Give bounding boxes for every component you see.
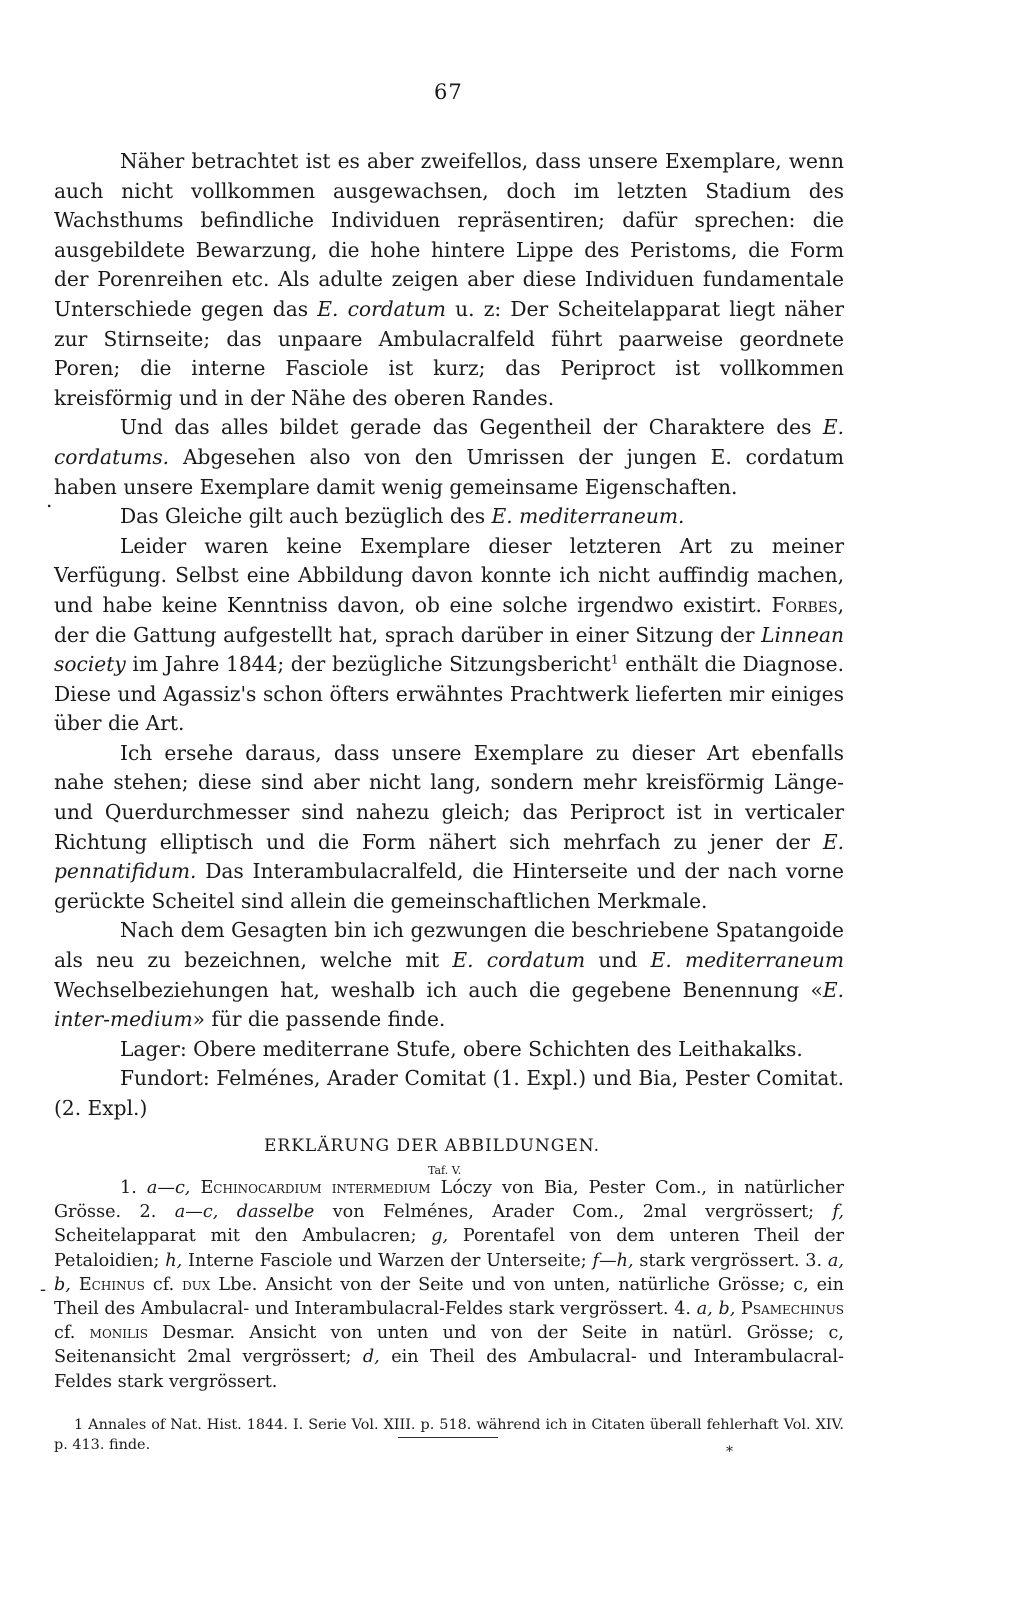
- text-segment: [71, 1275, 79, 1295]
- text-segment: f,: [832, 1202, 844, 1223]
- paragraph: [54, 916, 844, 1034]
- page-number: 67: [434, 80, 463, 104]
- text-segment: 1.: [120, 1178, 147, 1198]
- text-segment: Desmar. Ansicht von unten und von der Seite in natürl. Grösse; c, Seitenansicht 2mal vergrössert;: [54, 1323, 844, 1368]
- text-segment: E. cordatum: [317, 296, 446, 321]
- text-segment: a—c, dasselbe: [174, 1202, 315, 1223]
- text-segment: Und das alles bildet gerade das Gegentheil der Charaktere des: [120, 415, 823, 440]
- text-segment: h,: [165, 1250, 183, 1271]
- margin-mark: .: [46, 488, 53, 512]
- text-segment: Abgesehen also von den Umrissen der jungen E. cordatum haben unsere Exemplare damit wenig gemeinsame Eigenschaften.: [54, 444, 844, 499]
- text-segment: ein Theil des Ambulacral- und Interambulacral-Feldes stark vergrössert.: [54, 1347, 844, 1392]
- text-segment: Lager: Obere mediterrane Stufe, obere Schichten des Leithakalks.: [120, 1036, 803, 1061]
- text-segment: Das Interambulacralfeld, die Hinterseite und der nach vorne gerückte Scheitel sind allein die gemeinschaftlichen Merkmale.: [54, 859, 844, 913]
- text-segment: [190, 1178, 200, 1198]
- text-segment: Lbe. Ansicht von der Seite und von unten, natürliche Grösse; c, ein Theil des Ambulacral- und Interambulacral-Feldes stark vergrössert. 4.: [54, 1274, 845, 1320]
- text-segment: g,: [431, 1226, 449, 1247]
- paragraph: [54, 147, 844, 413]
- text-segment: a—c,: [146, 1178, 191, 1198]
- footnote-text: 1 Annales of Nat. Hist. 1844. I. Serie Vol. XIII. p. 518. während ich in Citaten überall fehlerhaft Vol. XIV. p. 413. finde.: [54, 1417, 844, 1453]
- text-segment: , der die Gattung aufgestellt hat, sprach darüber in einer Sitzung der: [54, 592, 844, 647]
- text-segment: im Jahre 1844; der bezügliche Sitzungsbericht: [125, 652, 611, 677]
- text-segment: dux: [182, 1274, 211, 1295]
- paragraph: [54, 532, 844, 739]
- text-segment: Echinocardium intermedium: [200, 1178, 431, 1198]
- text-segment: f—h,: [592, 1250, 634, 1271]
- caption-paragraph: [54, 1176, 844, 1394]
- text-segment: Ich ersehe daraus, dass unsere Exemplare zu dieser Art ebenfalls nahe stehen; diese sind aber nicht lang, sondern mehr kreisförmig Länge- und Querdurchmesser sind nahezu gleich; das Periproct ist in verticaler Richtung elliptisch und die Form nähert sich mehrfach zu jener der: [54, 740, 844, 854]
- text-segment: von Felménes, Arader Com., 2mal vergrössert;: [314, 1202, 833, 1223]
- margin-mark: -: [40, 1279, 47, 1300]
- text-segment: Wechselbeziehungen hat, weshalb ich auch die gegebene Benennung «: [54, 977, 823, 1002]
- footnote-marker: 1: [610, 652, 619, 667]
- text-segment: Echinus: [78, 1274, 145, 1295]
- text-segment: Fundort: Felménes, Arader Comitat (1. Expl.) und Bia, Pester Comitat. (2. Expl.): [54, 1066, 844, 1120]
- text-segment: Psamechinus: [741, 1299, 845, 1320]
- text-segment: » für die passende finde.: [192, 1007, 446, 1032]
- text-segment: Nach dem Gesagten bin ich gezwungen die beschriebene Spatangoide als neu zu bezeichnen, welche mit: [54, 918, 844, 973]
- text-segment: E. pennatifidum.: [54, 829, 844, 884]
- caption-title: ERKLÄRUNG DER ABBILDUNGEN.: [264, 1136, 600, 1156]
- text-segment: d,: [362, 1347, 380, 1368]
- paragraph: [54, 1064, 844, 1123]
- text-segment: u. z: Der Scheitelapparat liegt näher zur Stirnseite; das unpaare Ambulacralfeld führt paarweise geordnete Poren; die interne Fasciole ist kurz; das Periproct ist vollkommen kreisförmig und in der Nähe des oberen Randes.: [54, 296, 844, 410]
- paragraph: [54, 739, 844, 917]
- text-segment: Forbes: [771, 592, 838, 617]
- text-segment: Scheitelapparat mit den Ambulacren;: [54, 1226, 432, 1247]
- text-segment: a, b,: [54, 1250, 844, 1295]
- paragraph: [54, 502, 844, 532]
- text-segment: cf.: [144, 1274, 183, 1295]
- text-segment: E. mediterraneum.: [491, 504, 685, 529]
- body-text: [54, 147, 844, 1124]
- plate-label: Taf. V.: [428, 1164, 462, 1177]
- text-segment: Das Gleiche gilt auch bezüglich des: [120, 504, 492, 529]
- text-segment: Näher betrachtet ist es aber zweifellos, dass unsere Exemplare, wenn auch nicht vollkommen ausgewachsen, doch im letzten Stadium des Wachsthums befindliche Individuen repräsentiren; dafür sprechen: die ausgebildete Bewarzung, die hohe hintere Lippe des Peristoms, die Form der Porenreihen etc. Als adulte zeigen aber diese Individuen fundamentale Unterschiede gegen das: [54, 149, 844, 321]
- text-segment: a, b,: [696, 1299, 736, 1320]
- paragraph: [54, 413, 844, 502]
- star-mark: *: [726, 1444, 733, 1460]
- footnote-rule: [398, 1437, 498, 1438]
- text-segment: Porentafel von dem unteren Theil der Petaloidien;: [54, 1226, 844, 1271]
- text-segment: stark vergrössert. 3.: [633, 1250, 828, 1271]
- text-segment: E. inter-medium: [54, 977, 844, 1032]
- text-segment: und: [585, 948, 651, 973]
- text-segment: Linnean society: [54, 622, 844, 677]
- text-segment: Lóczy von Bia, Pester Com., in natürlicher Grösse. 2.: [54, 1178, 844, 1223]
- text-segment: E. mediterraneum: [650, 948, 844, 973]
- text-segment: enthält die Diagnose. Diese und Agassiz's schon öfters erwähntes Prachtwerk lieferten mir einiges über die Art.: [54, 652, 844, 736]
- figure-caption: [54, 1176, 844, 1394]
- document-page: [40, 0, 845, 1599]
- text-segment: monilis: [89, 1323, 148, 1344]
- text-segment: Interne Fasciole und Warzen der Unterseite;: [182, 1250, 593, 1271]
- paragraph: [54, 1035, 844, 1065]
- text-segment: Leider waren keine Exemplare dieser letzteren Art zu meiner Verfügung. Selbst eine Abbildung davon konnte ich nicht auffindig machen, und habe keine Kenntniss davon, ob eine solche irgendwo existirt.: [54, 533, 844, 617]
- text-segment: E. cordatum: [452, 948, 586, 973]
- text-segment: cf.: [54, 1323, 90, 1344]
- text-segment: E. cordatums.: [54, 415, 844, 469]
